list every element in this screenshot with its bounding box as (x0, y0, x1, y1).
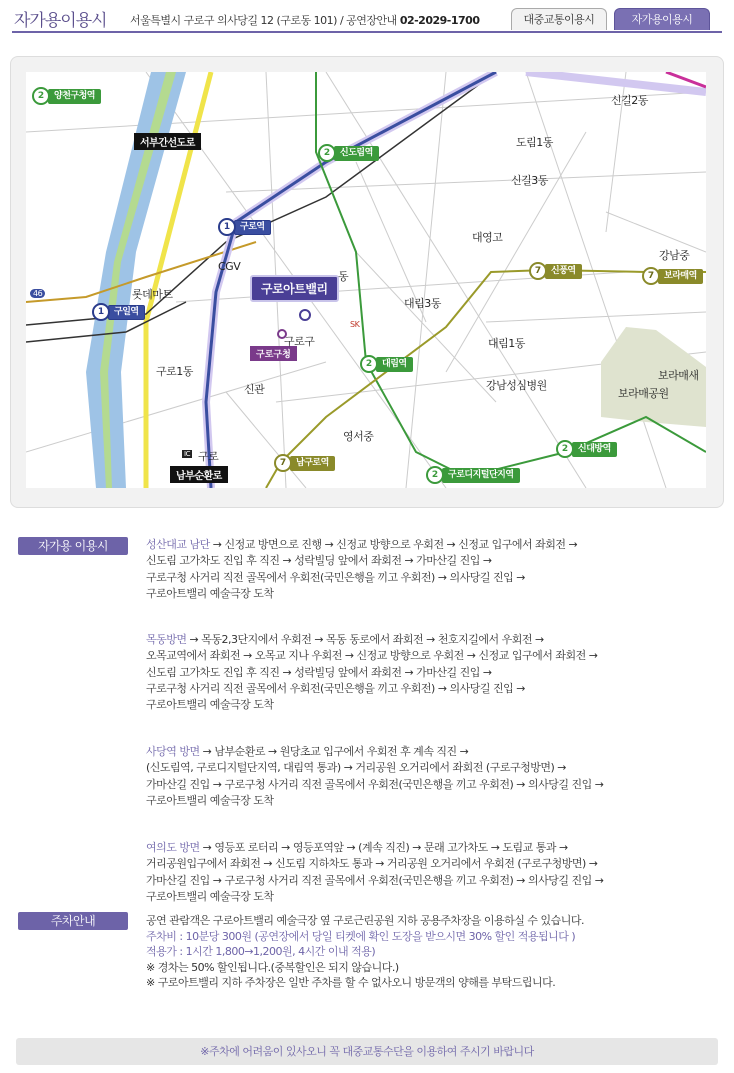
station-sinpung[interactable]: 7 신풍역 (529, 263, 582, 279)
route-head: 사당역 방면 (146, 745, 200, 758)
tab-car[interactable]: 자가용이용시 (614, 8, 710, 30)
station-guro[interactable]: 1 구로역 (218, 219, 271, 235)
route-seongsan: 성산대교 남단 → 신정교 방면으로 진행 → 신정교 방향으로 우회전 → 신정교 입구에서 좌회전 → 신도림 고가차도 진입 후 직진 → 성락빌딩 앞에서 좌회전 → 가마산길 진입 → 구로구청 사거리 직전 골목에서 우회전(국민은행을 끼고 우회전) → 의사당길 진입 → 구로아트밸리 예술극장 도착 (146, 538, 578, 600)
place-sk: SK (350, 320, 360, 329)
venue-marker[interactable]: 구로아트밸리 (250, 275, 339, 302)
station-namguro[interactable]: 7 남구로역 (274, 455, 335, 471)
venue-pin-icon (297, 307, 313, 323)
road-tag-seobu: 서부간선도로 (134, 133, 201, 150)
route-yeouido: 여의도 방면 → 영등포 로터리 → 영등포역앞 → (계속 직진) → 문래 고가차도 → 도림교 통과 → 거리공원입구에서 좌회전 → 신도림 지하차도 통과 → 거리공원 오거리에서 우회전 (구로구청방면) → 가마산길 진입 → 구로구청 사거리 직전 골목에서 우회전(국민은행을 끼고 우회전) → 의사당길 진입 → 구로아트밸리 예술극장 도착 (146, 841, 604, 903)
office-marker[interactable]: 구로구청 (250, 346, 297, 361)
address-line (130, 12, 479, 28)
place-gangnam-middle: 강남중 (659, 249, 690, 262)
place-boramae-park: 보라매공원 (618, 387, 669, 400)
station-guil[interactable]: 1 구일역 (92, 304, 145, 320)
parking-info (146, 913, 584, 991)
section-car-label: 자가용 이용시 (18, 537, 128, 555)
location-map[interactable] (26, 72, 706, 488)
place-gangnam-sacred-heart: 강남성심병원 (486, 379, 547, 392)
station-boramae[interactable]: 7 보라매역 (642, 268, 703, 284)
place-singwan: 신관 (244, 383, 265, 396)
tab-public-transport[interactable]: 대중교통이용시 (511, 8, 607, 30)
phone-label: 공연장안내 (346, 14, 397, 27)
route-sadang: 사당역 방면 → 남부순환로 → 원당초교 입구에서 우회전 후 계속 직진 → (신도림역, 구로디지털단지역, 대림역 통과) → 거리공원 오거리에서 좌회전 (구로구청방면) → 가마산길 진입 → 구로구청 사거리 직전 골목에서 우회전(국민은행을 끼고 우회전) → 의사당길 진입 → 구로아트밸리 예술극장 도착 (146, 745, 604, 807)
station-daerim[interactable]: 2 대림역 (360, 356, 413, 372)
parking-note-general: ※ 구로아트밸리 지하 주차장은 일반 주차를 할 수 없사오니 방문객의 양해를 부탁드립니다. (146, 976, 556, 989)
place-dorim1: 도림1동 (516, 136, 553, 149)
route-head: 여의도 방면 (146, 841, 200, 854)
place-dong: 동 (338, 270, 349, 283)
place-cgv: CGV (218, 260, 241, 273)
phone-number: 02-2029-1700 (399, 14, 480, 27)
separator: / (339, 14, 344, 27)
parking-note-compact: ※ 경차는 50% 할인됩니다.(중복할인은 되지 않습니다.) (146, 960, 399, 974)
route-mokdong: 목동방면 → 목동2,3단지에서 우회전 → 목동 동로에서 좌회전 → 천호지길에서 우회전 → 오목교역에서 좌회전 → 오목교 지나 우회전 → 신정교 방향으로 우회전 → 신정교 입구에서 좌회전 → 신도림 고가차도 진입 후 직진 → 성락빌딩 앞에서 좌회전 → 가마산길 진입 → 구로구청 사거리 직전 골목에서 우회전(국민은행을 끼고 우회전) → 의사당길 진입 → 구로아트밸리 예술극장 도착 (146, 633, 598, 712)
place-singil3: 신길3동 (511, 174, 548, 187)
parking-fee: 주차비 : 10분당 300원 (공연장에서 당일 티켓에 확인 도장을 받으시면 30% 할인 적용됩니다 ) (146, 929, 576, 943)
section-parking-label: 주차안내 (18, 912, 128, 930)
route-46-badge: 46 (30, 289, 45, 298)
place-singil2: 신길2동 (611, 94, 648, 107)
place-guro-ic: 구로 (198, 450, 219, 463)
parking-applied: 적용가 : 1시간 1,800→1,200원, 4시간 이내 적용) (146, 945, 376, 958)
place-daeyeong-high: 대영고 (472, 231, 503, 244)
parking-line: 공연 관람객은 구로아트밸리 예술극장 옆 구로근린공원 지하 공용주차장을 이용하실 수 있습니다. (146, 914, 584, 927)
address: 서울특별시 구로구 의사당길 12 (구로동 101) (130, 14, 337, 27)
ic-badge: IC (184, 450, 190, 458)
route-head: 성산대교 남단 (146, 538, 210, 551)
place-daerim3: 대림3동 (404, 297, 441, 310)
station-guro-digital[interactable]: 2 구로디지털단지역 (426, 467, 520, 483)
page-title: 자가용이용시 (14, 11, 107, 31)
road-tag-nambu: 남부순환로 (170, 466, 228, 483)
page-header (0, 0, 734, 34)
place-guro1: 구로1동 (156, 365, 193, 378)
station-sindaebang[interactable]: 2 신대방역 (556, 441, 617, 457)
station-yangcheon-gucheong[interactable]: 2 양천구청역 (32, 88, 101, 104)
place-boramae-sae: 보라매새 (658, 369, 699, 382)
notice-bar: ※주차에 어려움이 있사오니 꼭 대중교통수단을 이용하여 주시기 바랍니다 (16, 1038, 718, 1065)
place-daerim1: 대림1동 (488, 337, 525, 350)
place-lotte-mart: 롯데마트 (132, 288, 173, 301)
place-yeongseo-middle: 영서중 (343, 430, 374, 443)
route-head: 목동방면 (146, 633, 187, 646)
map-roads (26, 72, 706, 488)
place-guro-gu: 구로구 (284, 335, 315, 348)
header-divider (12, 31, 722, 33)
station-sindorim[interactable]: 2 신도림역 (318, 145, 379, 161)
